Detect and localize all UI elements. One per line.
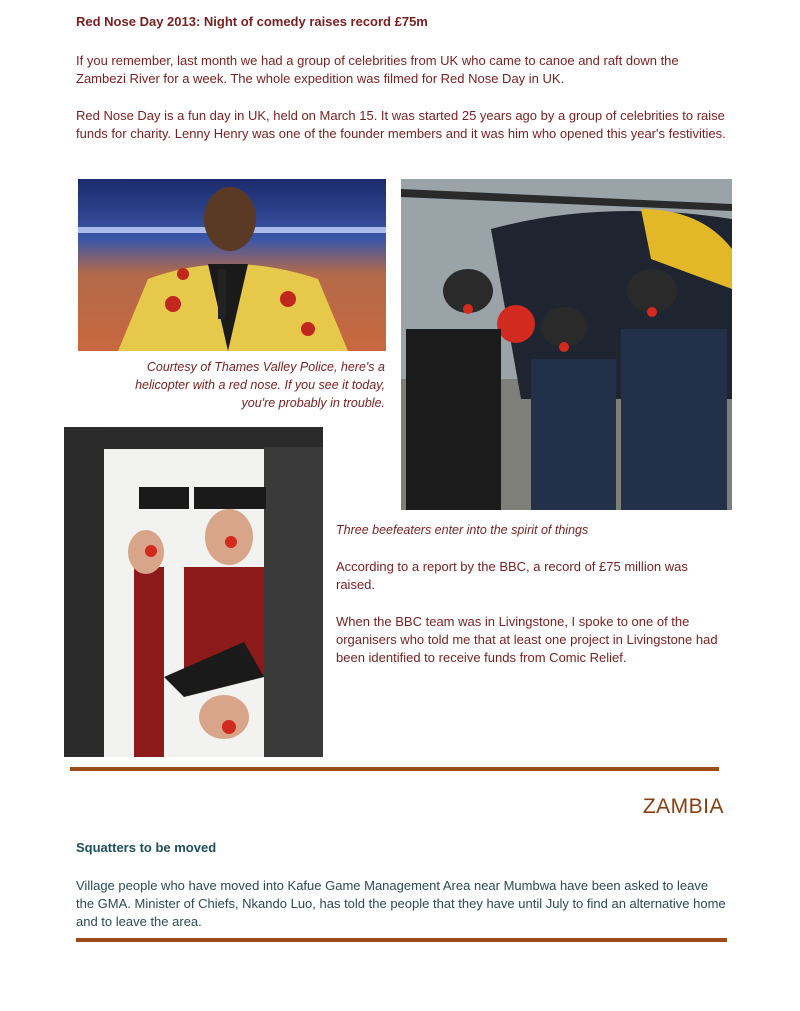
helicopter-photo: [401, 179, 732, 510]
section-divider-bottom: [76, 938, 727, 942]
article-2-headline: Squatters to be moved: [76, 840, 217, 855]
beefeaters-caption: Three beefeaters enter into the spirit of things: [336, 523, 589, 537]
article-paragraph-4: When the BBC team was in Livingstone, I spoke to one of the organisers who told me that at least one project in Livingstone had been identified to receive funds from Comic Relief.: [336, 614, 718, 665]
comedian-photo: [78, 179, 386, 351]
beefeaters-photo: [64, 427, 323, 757]
helicopter-caption: Courtesy of Thames Valley Police, here's a helicopter with a red nose. If you see it today, you're probably in trouble.: [135, 360, 385, 410]
section-title: ZAMBIA: [642, 795, 724, 818]
article-2-paragraph: Village people who have moved into Kafue Game Management Area near Mumbwa have been asked to leave the GMA. Minister of Chiefs, Nkando Luo, has told the people that they have until July to find an alternative home and to leave the area.: [76, 878, 726, 929]
article-paragraph-3: According to a report by the BBC, a record of £75 million was raised.: [336, 559, 688, 592]
section-divider-top: [70, 767, 719, 771]
article-paragraph-2: Red Nose Day is a fun day in UK, held on March 15. It was started 25 years ago by a group of celebrities to raise funds for charity. Lenny Henry was one of the founder members and it was him who opened this year's festivities.: [76, 108, 726, 141]
article-paragraph-1: If you remember, last month we had a group of celebrities from UK who came to canoe and raft down the Zambezi River for a week. The whole expedition was filmed for Red Nose Day in UK.: [76, 53, 679, 86]
article-headline: Red Nose Day 2013: Night of comedy raises record £75m: [76, 14, 428, 29]
